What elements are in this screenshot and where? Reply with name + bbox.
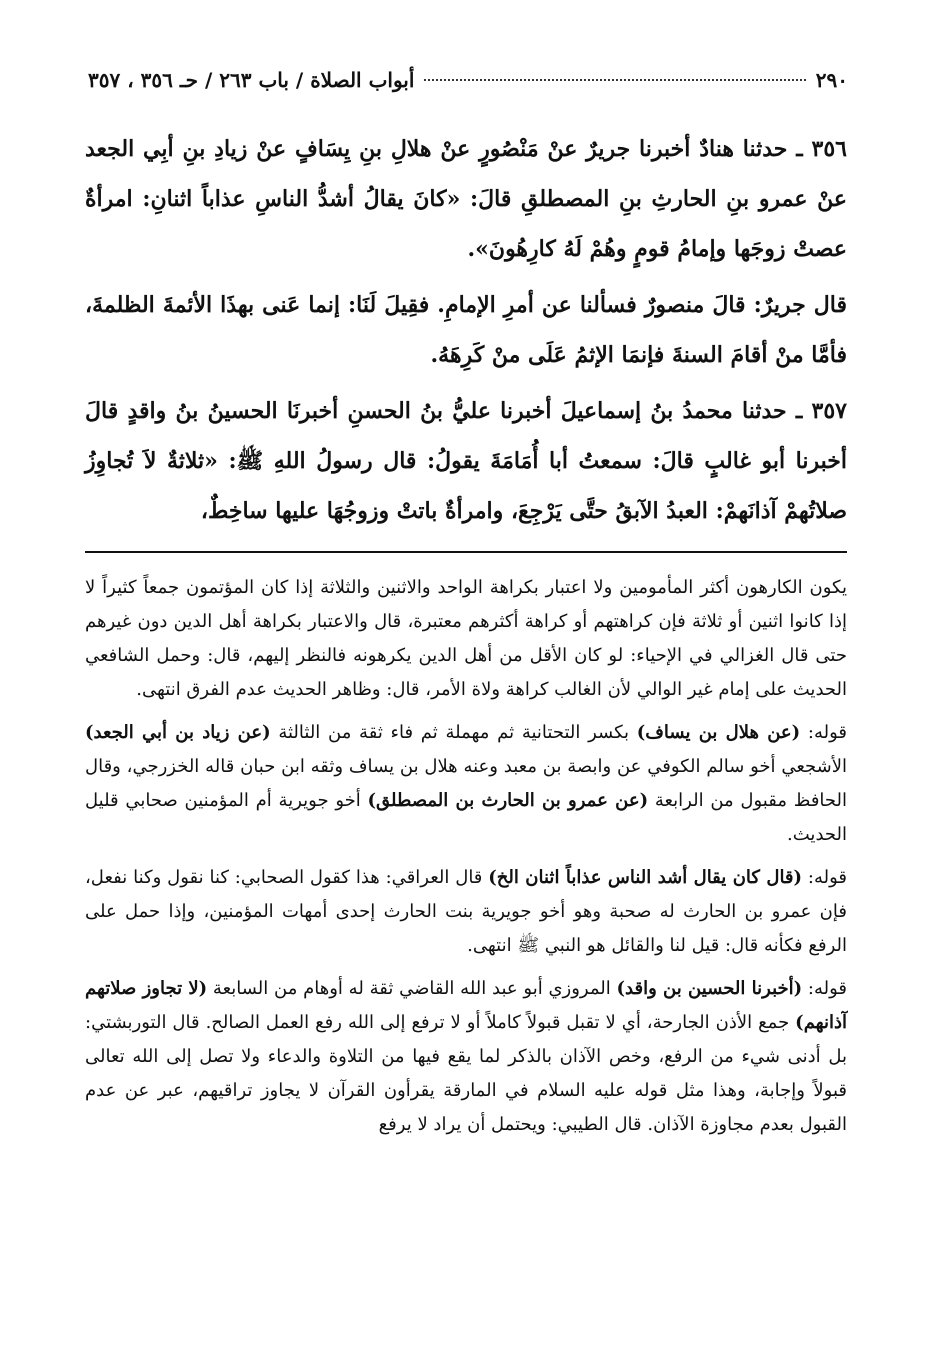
hadith-357: ٣٥٧ ـ حدثنا محمدُ بنُ إسماعيلَ أخبرنا عليُّ بنُ الحسنِ أخبرنَا الحسينُ بنُ واقدٍ قالَ أخبرنا أبو غالبٍ قالَ: سمعتُ أبا أُمَامَةَ يقولُ: قال رسولُ اللهِ ﷺ: «ثلاثةٌ لاَ تُجاوِزُ صلاتُهمْ آذانَهمْ: العبدُ الآبقُ حتَّى يَرْجِعَ، وامرأةٌ باتتْ وزوجُهَا عليها ساخِطٌ، xyxy=(85,398,847,524)
note-lead: قوله: xyxy=(802,978,848,999)
note-text: أخو جويرية أم المؤمنين صحابي قليل الحديث. xyxy=(85,790,847,845)
note-quote: (عن هلال بن يساف) xyxy=(636,722,801,743)
note-text: قال العراقي: هذا كقول الصحابي: كنا نقول وكنا نفعل، فإن عمرو بن الحارث له صحبة وهو أخو جويرية بنت الحارث إحدى أمهات المؤمنين، وإذا حمل على الرفع فكأنه قال: قيل لنا والقائل هو النبي ﷺ انتهى. xyxy=(85,867,847,956)
note-paragraph xyxy=(85,861,847,963)
page-number: ٢٩٠ xyxy=(815,68,848,92)
note-text: بكسر التحتانية ثم مهملة ثم فاء ثقة من الثالثة xyxy=(270,722,637,743)
footnotes xyxy=(85,571,847,1151)
note-quote: (عن عمرو بن الحارث بن المصطلق) xyxy=(367,790,649,811)
note-quote: (لا تجاوز صلاتهم آذانهم) xyxy=(85,978,847,1033)
note-quote: (قال كان يقال أشد الناس عذاباً اثنان الخ) xyxy=(488,867,803,888)
note-text: الأشجعي أخو سالم الكوفي عن وابصة بن معبد وعنه هلال بن يساف وثقه ابن حبان قاله الخزرجي، وقال الحافظ مقبول من الرابعة xyxy=(85,756,848,811)
note-paragraph: يكون الكارهون أكثر المأمومين ولا اعتبار بكراهة الواحد والاثنين والثلاثة إذا كان المؤتمون جمعاً كثيراً لا إذا كانوا اثنين أو ثلاثة فإن كراهتهم أو كراهة أكثرهم معتبرة، قال والاعتبار بكراهة أهل الدين دون غيرهم حتى قال الغزالي في الإحياء: لو كان الأقل من أهل الدين يكرهونه فالنظر إليهم، قال: وحمل الشافعي الحديث على إمام غير الوالي لأن الغالب كراهة ولاة الأمر، قال: وظاهر الحديث عدم الفرق انتهى. xyxy=(85,577,847,700)
footnote-separator xyxy=(85,551,847,553)
note-paragraph xyxy=(85,972,847,1142)
note-paragraph xyxy=(85,716,847,852)
header-dot-leader xyxy=(424,79,805,81)
note-quote: (أخبرنا الحسين بن واقد) xyxy=(616,978,803,999)
header-title: أبواب الصلاة / باب ٢٦٣ / حـ ٣٥٦ ، ٣٥٧ xyxy=(88,68,415,92)
note-lead: قوله: xyxy=(802,867,848,888)
note-text: المروزي أبو عبد الله القاضي ثقة له أوهام من السابعة xyxy=(207,978,617,999)
note-quote: (عن زياد بن أبي الجعد) xyxy=(85,722,271,743)
hadith-356: ٣٥٦ ـ حدثنا هنادٌ أخبرنا جريرٌ عنْ مَنْصُورٍ عنْ هلالِ بنِ يِسَافٍ عنْ زيادِ بنِ أبِي الجعد عنْ عمرو بنِ الحارثِ بنِ المصطلقِ قالَ: «كانَ يقالُ أشدُّ الناسِ عذاباً اثنانِ: امرأةٌ عصتْ زوجَها وإمامُ قومٍ وهُمْ لَهُ كارِهُونَ». xyxy=(85,136,847,262)
running-header xyxy=(88,66,848,98)
note-lead: قوله: xyxy=(800,722,848,743)
hadith-356-commentary: قال جريرٌ: قالَ منصورٌ فسألنا عن أمرِ الإمامِ. فقِيلَ لَنَا: إنما عَنى بهذَا الأئمةَ الظلمةَ، فأمَّا منْ أقامَ السنةَ فإنمَا الإثمُ عَلَى منْ كَرِهَهُ. xyxy=(85,292,847,368)
hadith-text xyxy=(85,124,847,542)
note-text: جمع الأذن الجارحة، أي لا تقبل قبولاً كاملاً أو لا ترفع إلى الله رفع العمل الصالح. قال التوربشتي: بل أدنى شيء من الرفع، وخص الآذان بالذكر لما يقع فيها من التلاوة والدعاء ولا تصل إلى الله تعالى قبولاً وإجابة، وهذا مثل قوله عليه السلام في المارقة يقرأون القرآن لا يجاوز تراقيهم، عبر عن عدم القبول بعدم مجاوزة الآذان. قال الطيبي: ويحتمل أن يراد لا يرفع xyxy=(85,1012,847,1135)
